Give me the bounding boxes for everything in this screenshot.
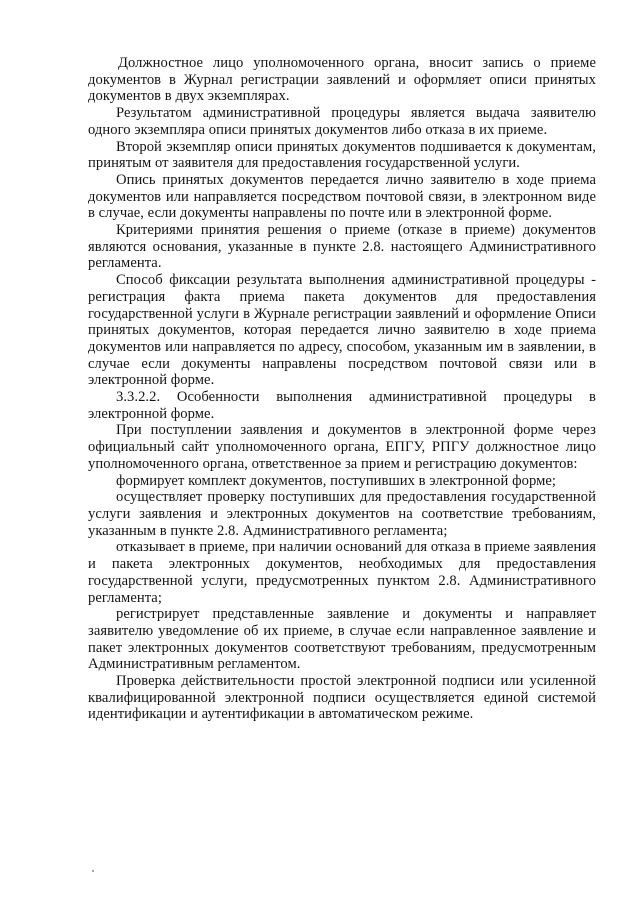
paragraph-signature-check: Проверка действительности простой электронной подписи или усиленной квалифицированной электронной подписи осуществляется единой системой идентификации и аутентификации в автоматическом режиме. — [88, 673, 596, 723]
list-item-verifies: осуществляет проверку поступивших для предоставления государственной услуги заявления и электронных документов на соответствие требованиям, указанным в пункте 2.8. Административного регламента; — [88, 489, 596, 539]
list-item-registers: регистрирует представленные заявление и документы и направляет заявителю уведомление об их приеме, в случае если направленное заявление и пакет электронных документов соответствуют требованиям, предусмотренным Административным регламентом. — [88, 606, 596, 673]
list-item-refuses: отказывает в приеме, при наличии оснований для отказа в приеме заявления и пакета электронных документов, необходимых для предоставления государственной услуги, предусмотренных пунктом 2.8. Административного регламента; — [88, 539, 596, 606]
document-page — [88, 55, 596, 723]
paragraph-procedure-result: Результатом административной процедуры является выдача заявителю одного экземпляра описи принятых документов либо отказа в их приеме. — [88, 105, 596, 138]
paragraph-fixation-method: Способ фиксации результата выполнения административной процедуры - регистрация факта приема пакета документов для предоставления государственной услуги в Журнале регистрации заявлений и оформление Описи принятых документов, которая передается лично заявителю в ходе приема документов или направляется по адресу, способом, указанным им в заявлении, в случае если документы направлены посредством почтовой связи или в электронной форме. — [88, 272, 596, 389]
paragraph-journal-entry: Должностное лицо уполномоченного органа, вносит запись о приеме документов в Журнал регистрации заявлений и оформляет описи принятых документов в двух экземплярах. — [88, 55, 596, 105]
section-heading-3-3-2-2: 3.3.2.2. Особенности выполнения административной процедуры в электронной форме. — [88, 389, 596, 422]
paragraph-decision-criteria: Критериями принятия решения о приеме (отказе в приеме) документов являются основания, указанные в пункте 2.8. настоящего Административного регламента. — [88, 222, 596, 272]
paragraph-inventory-transfer: Опись принятых документов передается лично заявителю в ходе приема документов или направляется посредством почтовой связи, в электронном виде в случае, если документы направлены по почте или в электронной форме. — [88, 171, 596, 222]
paragraph-electronic-receipt: При поступлении заявления и документов в электронной форме через официальный сайт уполномоченного органа, ЕПГУ, РПГУ должностное лицо уполномоченного органа, ответственное за прием и регистрацию документов: — [88, 422, 596, 472]
paragraph-second-copy: Второй экземпляр описи принятых документов подшивается к документам, принятым от заявителя для предоставления государственной услуги. — [88, 138, 596, 172]
list-item-forms-set: формирует комплект документов, поступивших в электронной форме; — [116, 472, 556, 489]
scan-speck — [92, 870, 94, 872]
